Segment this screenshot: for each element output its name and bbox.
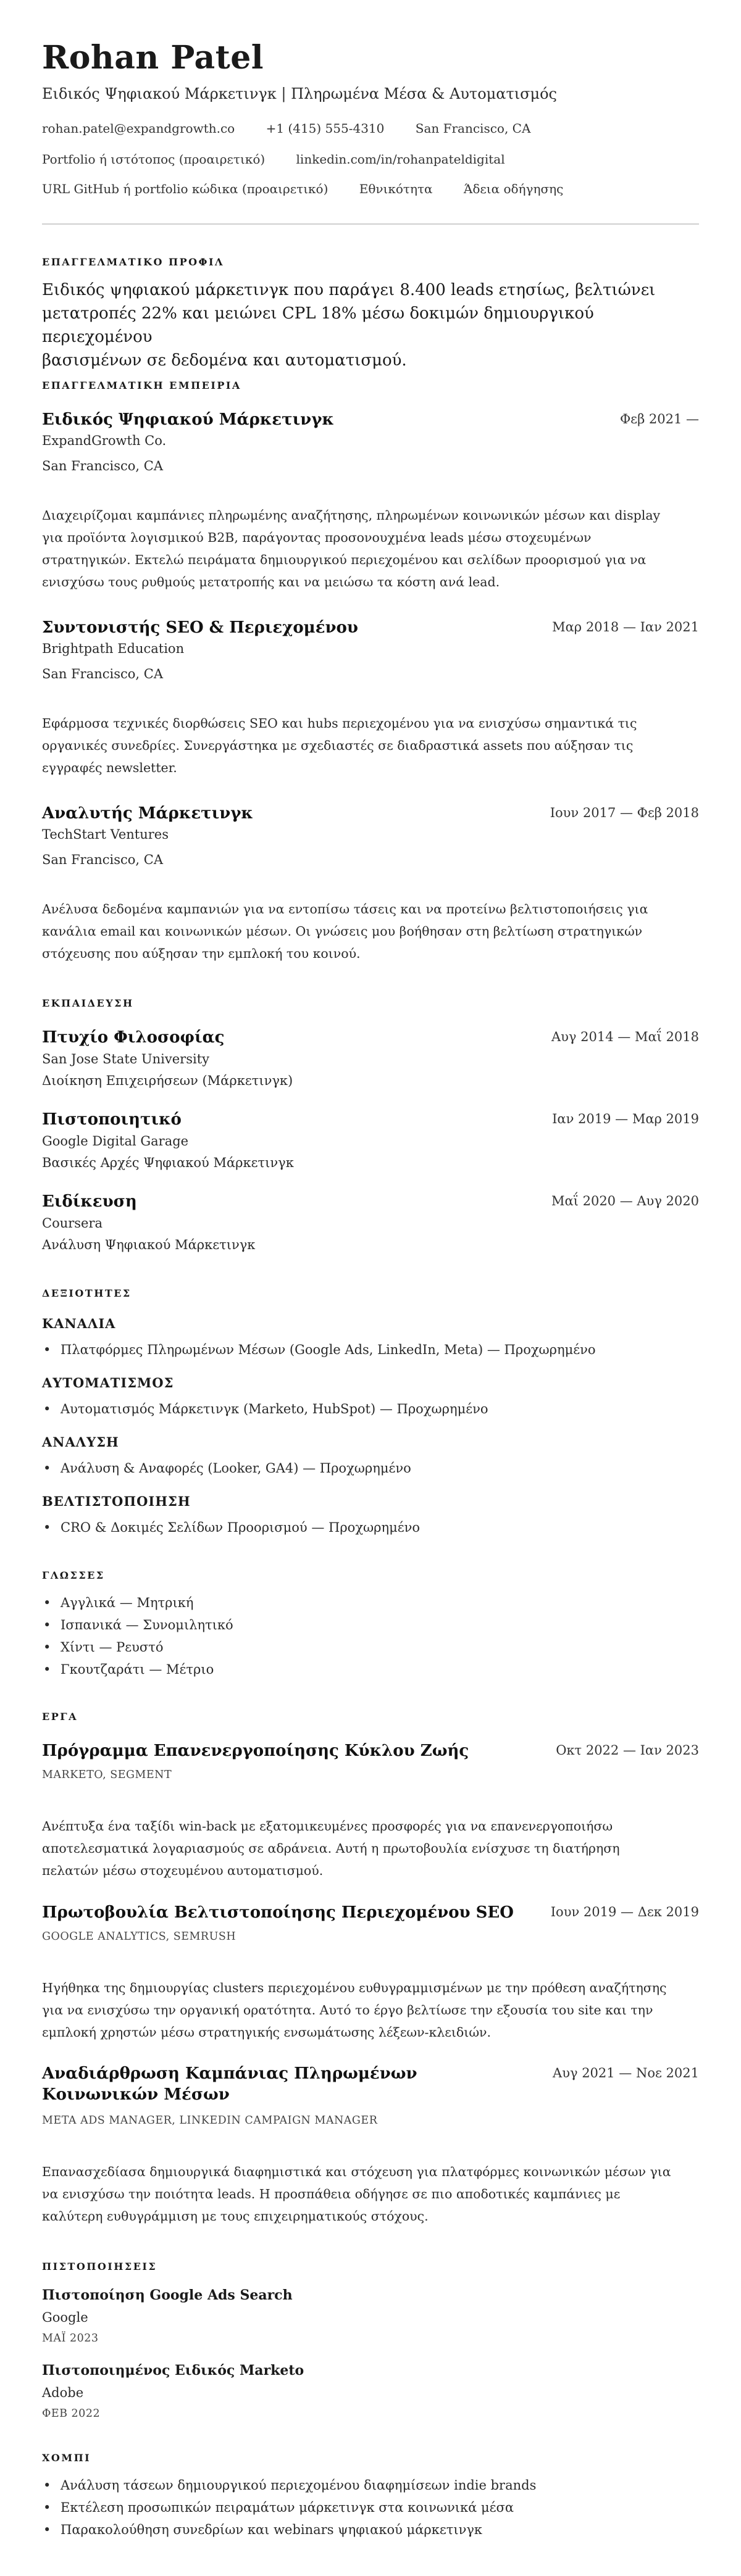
description-line: ενισχύσω τους ρυθμούς μετατροπής και να μειώσω τα κόστη ανά lead. [42,575,500,589]
section-heading-education: ΕΚΠΑΙΔΕΥΣΗ [42,997,134,1009]
contact-row-1 [42,120,558,137]
degree-title: Πιστοποιητικό [42,1110,182,1129]
hobby-item: • Παρακολούθηση συνεδρίων και webinars ψηφιακού μάρκετινγκ [42,2520,482,2539]
job-title: Ειδικός Ψηφιακού Μάρκετινγκ [42,410,334,429]
summary-line: μετατροπές 22% και μειώνει CPL 18% μέσω δοκιμών δημιουργικού περιεχομένου [42,304,594,346]
project-dates: Οκτ 2022 — Ιαν 2023 [556,1743,699,1758]
section-heading-hobbies: ΧΟΜΠΙ [42,2452,91,2464]
skill-item: • Ανάλυση & Αναφορές (Looker, GA4) — Προχωρημένο [42,1459,411,1477]
email-link[interactable]: rohan.patel@expandgrowth.co [42,121,235,136]
project-tools: META ADS MANAGER, LINKEDIN CAMPAIGN MANAGER [42,2114,378,2127]
certification-date: ΦΕΒ 2022 [42,2408,101,2420]
hobby-item: • Ανάλυση τάσεων δημιουργικού περιεχομένου διαφημίσεων indie brands [42,2476,536,2495]
location: San Francisco, CA [415,121,531,136]
certification-title: Πιστοποίηση Google Ads Search [42,2287,293,2303]
job-title: Αναλυτής Μάρκετινγκ [42,804,253,823]
nationality: Εθνικότητα [359,181,433,196]
skill-group-name: ΚΑΝΑΛΙΑ [42,1316,116,1331]
portfolio-link[interactable]: Portfolio ή ιστότοπος (προαιρετικό) [42,152,266,167]
skill-item: • Αυτοματισμός Μάρκετινγκ (Marketo, HubSpot) — Προχωρημένο [42,1400,488,1418]
description-line: να ενισχύσω την ποιότητα leads. Η προσπάθεια οδήγησε σε πιο αποδοτικές καμπάνιες με [42,2187,621,2201]
skill-item: • Πλατφόρμες Πληρωμένων Μέσων (Google Ads, LinkedIn, Meta) — Προχωρημένο [42,1340,596,1359]
job-dates: Φεβ 2021 — [619,412,699,426]
job-description [42,504,699,593]
description-line: για προϊόντα λογισμικού B2B, παράγοντας προσονουχμένα leads μέσω στοχευμένων [42,530,592,545]
project-description [42,1815,699,1882]
profile-summary [42,278,699,372]
candidate-name: Rohan Patel [42,39,264,77]
job-description [42,898,699,965]
job-title: Συντονιστής SEO & Περιεχομένου [42,618,358,637]
section-heading-certifications: ΠΙΣΤΟΠΟΙΗΣΕΙΣ [42,2261,157,2272]
field-of-study: Βασικές Αρχές Ψηφιακού Μάρκετινγκ [42,1155,294,1170]
job-location: San Francisco, CA [42,459,164,473]
certification-issuer: Adobe [42,2385,84,2400]
certification-title: Πιστοποιημένος Ειδικός Marketo [42,2362,304,2379]
section-heading-languages: ΓΛΩΣΣΕΣ [42,1569,105,1581]
description-line: εμπλοκή χρηστών μέσω στρατηγικής ενσωμάτωσης λέξεων-κλειδιών. [42,2025,492,2040]
school: Google Digital Garage [42,1134,189,1149]
description-line: πελατών μέσω στοχευμένου αυτοματισμού. [42,1863,324,1878]
skill-item: • CRO & Δοκιμές Σελίδων Προορισμού — Προχωρημένο [42,1518,420,1537]
job-location: San Francisco, CA [42,852,164,867]
degree-title: Πτυχίο Φιλοσοφίας [42,1028,225,1047]
project-dates: Αυγ 2021 — Νοε 2021 [553,2066,699,2080]
certification-issuer: Google [42,2310,88,2325]
project-title: Αναδιάρθρωση Καμπάνιας Πληρωμένων Κοινωνικών Μέσων [42,2064,417,2104]
project-description [42,1977,699,2043]
language-item: • Ισπανικά — Συνομιλητικό [42,1616,233,1634]
section-heading-skills: ΔΕΞΙΟΤΗΤΕΣ [42,1287,132,1299]
contact-row-3 [42,180,590,197]
language-item: • Αγγλικά — Μητρική [42,1593,193,1612]
description-line: Ηγήθηκα της δημιουργίας clusters περιεχομένου ευθυγραμμισμένων με την πρόθεση αναζήτησης [42,1980,667,1995]
project-dates: Ιουν 2019 — Δεκ 2019 [550,1905,699,1919]
phone: +1 (415) 555-4310 [266,121,385,136]
description-line: για να ενισχύσω την οργανική ορατότητα. Αυτό το έργο βελτίωσε την εξουσία του site και την [42,2003,653,2017]
description-line: καλύτερη ευθυγράμμιση με τους επιχειρηματικούς στόχους. [42,2209,429,2224]
contact-row-2 [42,151,532,168]
job-dates: Ιουν 2017 — Φεβ 2018 [550,805,699,820]
language-item: • Γκουτζαράτι — Μέτριο [42,1660,214,1679]
school: Coursera [42,1216,103,1231]
section-heading-experience: ΕΠΑΓΓΕΛΜΑΤΙΚΗ ΕΜΠΕΙΡΙΑ [42,380,241,391]
job-dates: Μαρ 2018 — Ιαν 2021 [552,620,699,634]
project-title: Πρόγραμμα Επανενεργοποίησης Κύκλου Ζωής [42,1742,469,1760]
company: TechStart Ventures [42,827,169,842]
driving-license: Άδεια οδήγησης [463,181,564,196]
summary-line: Ειδικός ψηφιακού μάρκετινγκ που παράγει 8.400 leads ετησίως, βελτιώνει [42,281,656,299]
description-line: Εφάρμοσα τεχνικές διορθώσεις SEO και hubs περιεχομένου για να ενισχύσω σημαντικά τις [42,716,637,731]
language-item: • Χίντι — Ρευστό [42,1638,164,1656]
description-line: Ανέπτυξα ένα ταξίδι win-back με εξατομικευμένες προσφορές για να επανενεργοποιήσω [42,1819,613,1834]
description-line: στόχευσης που αύξησαν την εμπλοκή του κοινού. [42,946,361,961]
job-location: San Francisco, CA [42,667,164,681]
description-line: Διαχειρίζομαι καμπάνιες πληρωμένης αναζήτησης, πληρωμένων κοινωνικών μέσων και display [42,508,661,523]
degree-title: Ειδίκευση [42,1192,137,1211]
headline: Ειδικός Ψηφιακού Μάρκετινγκ | Πληρωμένα Μέσα & Αυτοματισμός [42,85,557,102]
field-of-study: Διοίκηση Επιχειρήσεων (Μάρκετινγκ) [42,1073,293,1088]
education-dates: Αυγ 2014 — Μαΐ 2018 [551,1029,699,1044]
project-tools: GOOGLE ANALYTICS, SEMRUSH [42,1930,237,1943]
description-line: εγγραφές newsletter. [42,760,177,775]
description-line: κανάλια email και κοινωνικών μέσων. Οι γνώσεις μου βοήθησαν στη βελτίωση στρατηγικών [42,924,643,939]
description-line: αποτελεσματικά λογαριασμούς σε αδράνεια. Αυτή η πρωτοβουλία ενίσχυσε τη διατήρηση [42,1841,620,1856]
summary-line: βασισμένων σε δεδομένα και αυτοματισμού. [42,351,407,370]
education-dates: Ιαν 2019 — Μαρ 2019 [552,1111,699,1126]
company: ExpandGrowth Co. [42,433,167,448]
skill-group-name: ΒΕΛΤΙΣΤΟΠΟΙΗΣΗ [42,1494,191,1509]
github-link[interactable]: URL GitHub ή portfolio κώδικα (προαιρετικό) [42,181,329,196]
certification-date: ΜΑΪ 2023 [42,2332,99,2345]
hobby-item: • Εκτέλεση προσωπικών πειραμάτων μάρκετινγκ στα κοινωνικά μέσα [42,2498,514,2517]
description-line: Επανασχεδίασα δημιουργικά διαφημιστικά και στόχευση για πλατφόρμες κοινωνικών μέσων για [42,2164,671,2179]
description-line: στρατηγικών. Εκτελώ πειράματα δημιουργικού περιεχομένου και σελίδων προορισμού για να [42,552,647,567]
description-line: οργανικές συνεδρίες. Συνεργάστηκα με σχεδιαστές σε διαδραστικά assets που αύξησαν τις [42,738,634,753]
skill-group-name: ΑΥΤΟΜΑΤΙΣΜΟΣ [42,1375,174,1390]
field-of-study: Ανάλυση Ψηφιακού Μάρκετινγκ [42,1237,256,1252]
project-title: Πρωτοβουλία Βελτιστοποίησης Περιεχομένου SEO [42,1903,514,1922]
job-description [42,712,699,779]
company: Brightpath Education [42,641,185,656]
section-heading-projects: ΕΡΓΑ [42,1711,78,1722]
linkedin-link[interactable]: linkedin.com/in/rohanpateldigital [296,152,505,167]
project-description [42,2161,699,2227]
school: San Jose State University [42,1052,210,1066]
header-divider [42,223,699,225]
section-heading-profile: ΕΠΑΓΓΕΛΜΑΤΙΚΟ ΠΡΟΦΙΛ [42,256,224,268]
description-line: Ανέλυσα δεδομένα καμπανιών για να εντοπίσω τάσεις και να προτείνω βελτιστοποιήσεις για [42,902,648,916]
project-tools: MARKETO, SEGMENT [42,1769,172,1781]
education-dates: Μαΐ 2020 — Αυγ 2020 [551,1194,699,1208]
skill-group-name: ΑΝΑΛΥΣΗ [42,1434,119,1450]
